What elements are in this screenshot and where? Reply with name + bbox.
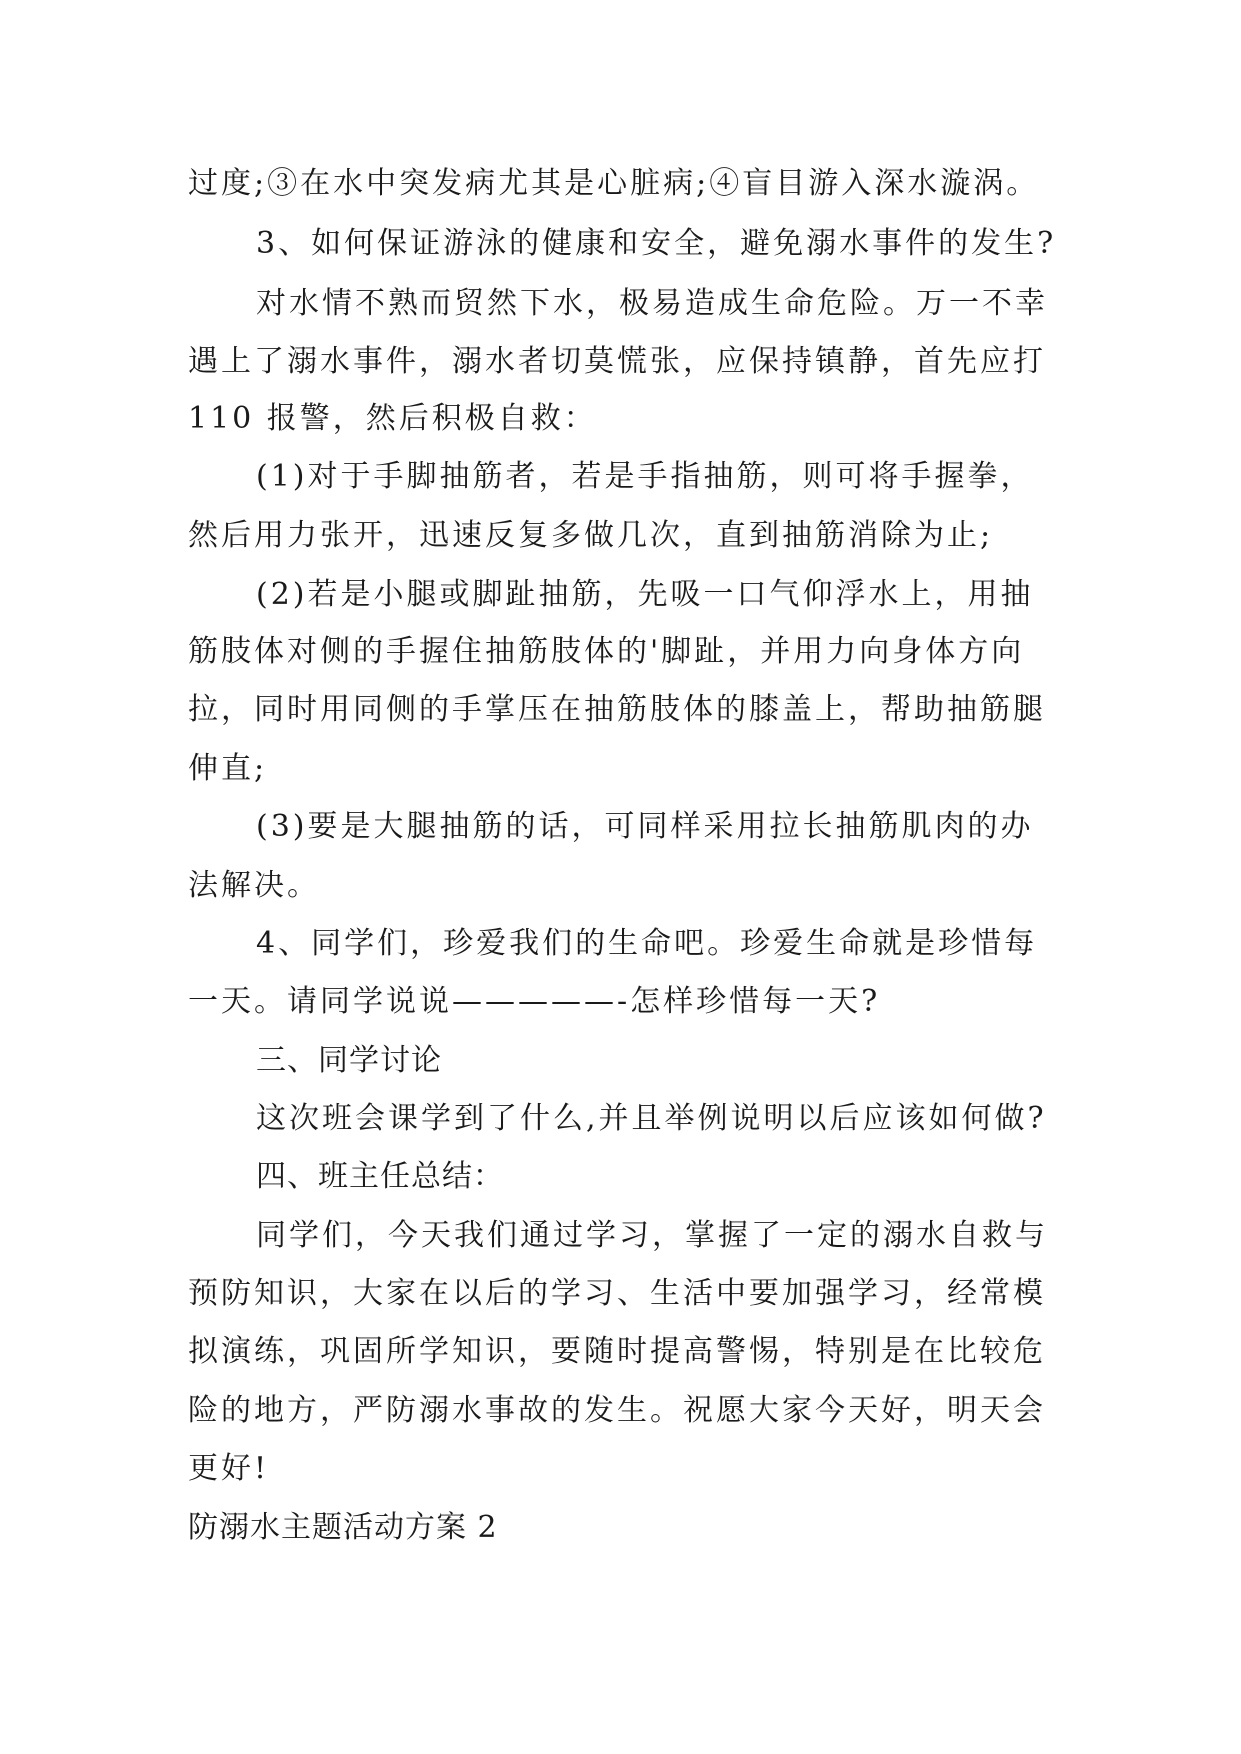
text-line-14: 4、同学们，珍爱我们的生命吧。珍爱生命就是珍惜每 bbox=[256, 926, 1038, 961]
section-heading-discussion: 三、同学讨论 bbox=[256, 1043, 442, 1078]
section-title-plan-2: 防溺水主题活动方案 2 bbox=[188, 1510, 498, 1545]
text-line-3: 对水情不熟而贸然下水，极易造成生命危险。万一不幸 bbox=[256, 286, 1048, 321]
text-line-6: (1)对于手脚抽筋者，若是手指抽筋，则可将手握拳， bbox=[256, 459, 1034, 494]
text-line-7: 然后用力张开，迅速反复多做几次，直到抽筋消除为止; bbox=[188, 518, 994, 553]
text-line-9: 筋肢体对侧的手握住抽筋肢体的'脚趾，并用力向身体方向 bbox=[188, 634, 1025, 669]
text-line-1: 过度;③在水中突发病尤其是心脏病;④盲目游入深水漩涡。 bbox=[188, 166, 1040, 201]
text-line-22: 险的地方，严防溺水事故的发生。祝愿大家今天好，明天会 bbox=[188, 1393, 1046, 1428]
text-line-13: 法解决。 bbox=[188, 868, 320, 903]
text-line-23: 更好! bbox=[188, 1451, 270, 1486]
text-line-8: (2)若是小腿或脚趾抽筋，先吸一口气仰浮水上，用抽 bbox=[256, 577, 1034, 612]
section-heading-summary: 四、班主任总结： bbox=[256, 1159, 504, 1194]
text-line-21: 拟演练，巩固所学知识，要随时提高警惕，特别是在比较危 bbox=[188, 1334, 1046, 1369]
text-line-17: 这次班会课学到了什么,并且举例说明以后应该如何做? bbox=[256, 1101, 1047, 1136]
text-line-5: 110 报警，然后积极自救： bbox=[188, 401, 597, 436]
text-line-11: 伸直; bbox=[188, 751, 268, 786]
text-line-19: 同学们，今天我们通过学习，掌握了一定的溺水自救与 bbox=[256, 1218, 1048, 1253]
text-line-2: 3、如何保证游泳的健康和安全，避免溺水事件的发生? bbox=[256, 226, 1057, 261]
text-line-10: 拉，同时用同侧的手掌压在抽筋肢体的膝盖上，帮助抽筋腿 bbox=[188, 692, 1046, 727]
text-line-4: 遇上了溺水事件，溺水者切莫慌张，应保持镇静，首先应打 bbox=[188, 344, 1046, 379]
text-line-15: 一天。请同学说说—————-怎样珍惜每一天? bbox=[188, 984, 881, 1019]
text-line-12: (3)要是大腿抽筋的话，可同样采用拉长抽筋肌肉的办 bbox=[256, 809, 1034, 844]
text-line-20: 预防知识，大家在以后的学习、生活中要加强学习，经常模 bbox=[188, 1276, 1046, 1311]
